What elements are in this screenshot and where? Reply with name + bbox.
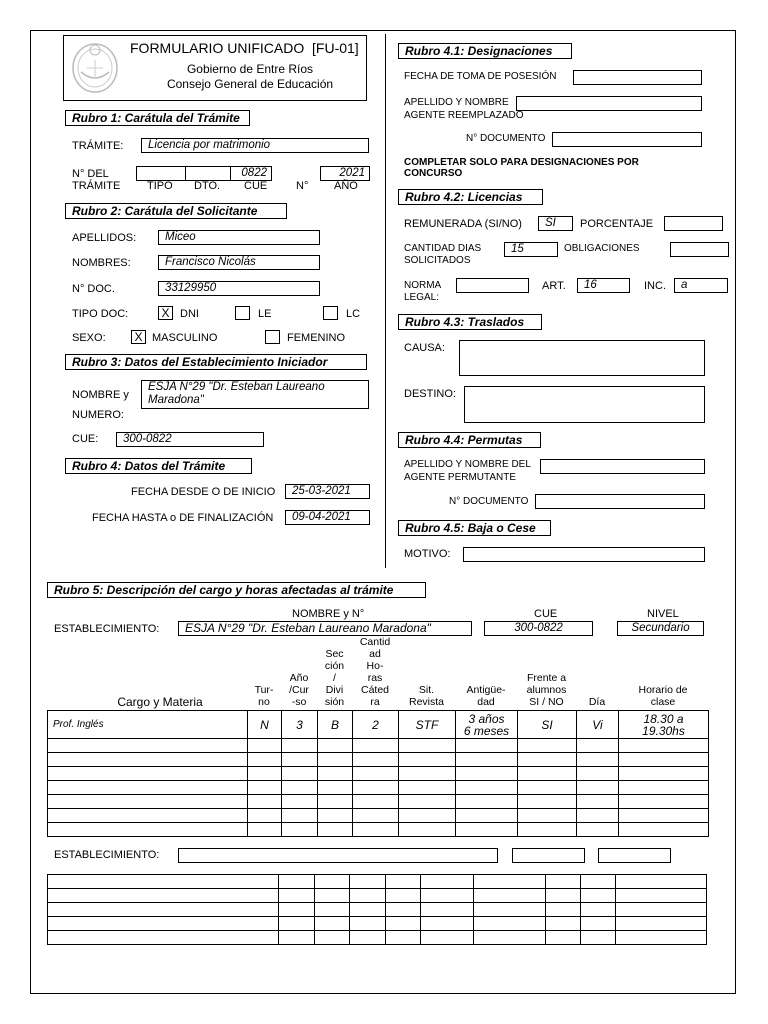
femenino-checkbox[interactable]: [265, 330, 280, 344]
permutante-label-2: AGENTE PERMUTANTE: [404, 472, 517, 483]
destino-field[interactable]: [464, 386, 705, 423]
table-row: [48, 781, 709, 795]
numero-label: NUMERO:: [72, 409, 124, 421]
lc-checkbox[interactable]: [323, 306, 338, 320]
nombre-hdr: NOMBRE y N°: [292, 608, 365, 620]
ndoc41-field[interactable]: [552, 132, 702, 147]
femenino-label: FEMENINO: [287, 332, 346, 344]
rubro41-title: Rubro 4.1: Designaciones: [398, 43, 572, 59]
col-cargo: Cargo y Materia: [117, 695, 203, 709]
ndoc41-label: N° DOCUMENTO: [466, 133, 546, 144]
causa-field[interactable]: [459, 340, 705, 376]
tipo-field[interactable]: [136, 166, 185, 181]
table-row: [48, 711, 709, 739]
col-dia: Día: [588, 696, 606, 708]
permutante-field[interactable]: [540, 459, 705, 474]
porcentaje-field[interactable]: [664, 216, 723, 231]
n-label: N°: [296, 180, 309, 192]
table-row: [48, 767, 709, 781]
nombres-label: NOMBRES:: [72, 257, 131, 269]
motivo-label: MOTIVO:: [404, 548, 451, 560]
reemplazado-label-2: AGENTE REEMPLAZADO: [404, 110, 524, 121]
est2-label: ESTABLECIMIENTO:: [54, 849, 160, 861]
destino-label: DESTINO:: [404, 388, 456, 400]
dni-checkbox[interactable]: X: [158, 306, 173, 320]
table-row: [48, 809, 709, 823]
rubro4-title: Rubro 4: Datos del Trámite: [65, 458, 252, 474]
table-row: [48, 795, 709, 809]
causa-label: CAUSA:: [404, 342, 445, 354]
col-anio: Año /Cur -so: [289, 672, 309, 708]
rubro44-title: Rubro 4.4: Permutas: [398, 432, 541, 448]
est-nivel-field[interactable]: Secundario: [617, 621, 704, 636]
hasta-label: FECHA HASTA o DE FINALIZACIÓN: [92, 512, 274, 524]
concurso-note-1: COMPLETAR SOLO PARA DESIGNACIONES POR: [404, 157, 639, 168]
col-frente: Frente a alumnos SI / NO: [526, 672, 567, 708]
dto-field[interactable]: [185, 166, 230, 181]
table-row: [48, 889, 707, 903]
art-label: ART.: [542, 280, 566, 292]
est-cue-field[interactable]: 300-0822: [484, 621, 593, 636]
cell-turno[interactable]: N: [248, 711, 282, 739]
permutante-label-1: APELLIDO Y NOMBRE DEL: [404, 459, 531, 470]
le-label: LE: [258, 308, 272, 320]
tramite-label: TRÁMITE:: [72, 140, 124, 152]
tipodoc-label: TIPO DOC:: [72, 308, 129, 320]
desde-field[interactable]: 25-03-2021: [285, 484, 370, 499]
tipo-label: TIPO: [147, 180, 173, 192]
motivo-field[interactable]: [463, 547, 705, 562]
rubro3-title: Rubro 3: Datos del Establecimiento Iniciador: [65, 354, 367, 370]
dni-label: DNI: [180, 308, 199, 320]
form-title: FORMULARIO UNIFICADO [FU-01]: [130, 40, 359, 56]
obligaciones-label: OBLIGACIONES: [564, 243, 640, 254]
norma-label-2: LEGAL:: [404, 292, 440, 303]
cue-label: CUE: [244, 180, 268, 192]
table-row: [48, 823, 709, 837]
ndoc-label: N° DOC.: [72, 283, 115, 295]
col-antiguedad: Antigüe- dad: [466, 684, 506, 708]
cell-horario[interactable]: 18.30 a 19.30hs: [619, 711, 709, 739]
col-horario: Horario de clase: [638, 684, 688, 708]
col-horas: Cantid ad Ho- ras Cáted ra: [359, 636, 391, 708]
apellidos-label: APELLIDOS:: [72, 232, 137, 244]
dias-label-2: SOLICITADOS: [404, 255, 471, 266]
table-row: [48, 917, 707, 931]
rubro5-title: Rubro 5: Descripción del cargo y horas afectadas al trámite: [47, 582, 426, 598]
le-checkbox[interactable]: [235, 306, 250, 320]
remunerada-field[interactable]: SI: [538, 216, 573, 231]
masculino-checkbox[interactable]: X: [131, 330, 146, 344]
lc-label: LC: [346, 308, 361, 320]
ndoc-field[interactable]: 33129950: [158, 281, 320, 296]
table-row: [48, 903, 707, 917]
table-row: [48, 753, 709, 767]
ndoc44-field[interactable]: [535, 494, 705, 509]
dias-field[interactable]: 15: [504, 242, 558, 257]
est2-field[interactable]: [178, 848, 498, 863]
est-field[interactable]: ESJA N°29 "Dr. Esteban Laureano Maradona": [178, 621, 472, 636]
apellidos-field[interactable]: Miceo: [158, 230, 320, 245]
cell-sit[interactable]: STF: [399, 711, 456, 739]
est2-nivel-field[interactable]: [598, 848, 671, 863]
gov-name: Gobierno de Entre Ríos: [186, 62, 314, 76]
rubro45-title: Rubro 4.5: Baja o Cese: [398, 520, 551, 536]
desde-label: FECHA DESDE O DE INICIO: [131, 486, 276, 498]
table-row: [48, 875, 707, 889]
cell-antiguedad[interactable]: 3 años 6 meses: [456, 711, 518, 739]
toma-posesion-label: FECHA DE TOMA DE POSESIÓN: [404, 71, 557, 82]
establecimiento-field[interactable]: ESJA N°29 "Dr. Esteban Laureano Maradona": [141, 380, 369, 409]
council-name: Consejo General de Educación: [166, 77, 334, 91]
rubro2-title: Rubro 2: Carátula del Solicitante: [65, 203, 287, 219]
cargo-table-2: [47, 874, 707, 945]
rubro1-title: Rubro 1: Carátula del Trámite: [65, 110, 250, 126]
ndel-label: N° DEL: [72, 168, 109, 180]
col-seccion: Sec ción / Divi sión: [324, 648, 345, 708]
cell-seccion[interactable]: B: [318, 711, 353, 739]
concurso-note-2: CONCURSO: [404, 168, 463, 179]
est2-cue-field[interactable]: [512, 848, 585, 863]
cell-dia[interactable]: Vi: [577, 711, 619, 739]
porcentaje-label: PORCENTAJE: [580, 218, 654, 230]
table-row: [48, 931, 707, 945]
anio-label: AÑO: [334, 180, 358, 192]
reemplazado-field[interactable]: [516, 96, 702, 111]
table-row: [48, 739, 709, 753]
nombre-label: NOMBRE y: [72, 389, 129, 401]
ndoc44-label: N° DOCUMENTO: [449, 496, 529, 507]
cue-field[interactable]: 0822: [230, 166, 272, 181]
col-sit: Sit. Revista: [408, 684, 444, 708]
dto-label: DTO.: [194, 180, 221, 192]
cell-horas[interactable]: 2: [353, 711, 399, 739]
rubro43-title: Rubro 4.3: Traslados: [398, 314, 542, 330]
masculino-label: MASCULINO: [152, 332, 218, 344]
cue3-field[interactable]: 300-0822: [116, 432, 264, 447]
inc-label: INC.: [644, 280, 666, 292]
remunerada-label: REMUNERADA (SI/NO): [404, 218, 522, 230]
reemplazado-label-1: APELLIDO Y NOMBRE: [404, 97, 509, 108]
cargo-table: [47, 710, 709, 837]
inc-field[interactable]: a: [674, 278, 728, 293]
tramite2-label: TRÁMITE: [72, 180, 121, 192]
column-divider: [385, 34, 386, 568]
cue-hdr: CUE: [534, 608, 558, 620]
cell-cargo[interactable]: Prof. Inglés: [48, 711, 248, 739]
dias-label-1: CANTIDAD DIAS: [404, 243, 482, 254]
obligaciones-field[interactable]: [670, 242, 729, 257]
nivel-hdr: NIVEL: [647, 608, 679, 620]
norma-field[interactable]: [456, 278, 529, 293]
cue3-label: CUE:: [72, 433, 99, 445]
cell-frente[interactable]: SI: [518, 711, 577, 739]
art-field[interactable]: 16: [577, 278, 630, 293]
toma-posesion-field[interactable]: [573, 70, 702, 85]
cell-anio[interactable]: 3: [282, 711, 318, 739]
anio-field[interactable]: 2021: [320, 166, 370, 181]
norma-label-1: NORMA: [404, 280, 442, 291]
sexo-label: SEXO:: [72, 332, 106, 344]
nombres-field[interactable]: Francisco Nicolás: [158, 255, 320, 270]
tramite-field[interactable]: Licencia por matrimonio: [141, 138, 369, 153]
col-turno: Tur- no: [254, 684, 274, 708]
rubro42-title: Rubro 4.2: Licencias: [398, 189, 543, 205]
coat-of-arms-icon: [67, 38, 123, 94]
est-label: ESTABLECIMIENTO:: [54, 623, 160, 635]
hasta-field[interactable]: 09-04-2021: [285, 510, 370, 525]
